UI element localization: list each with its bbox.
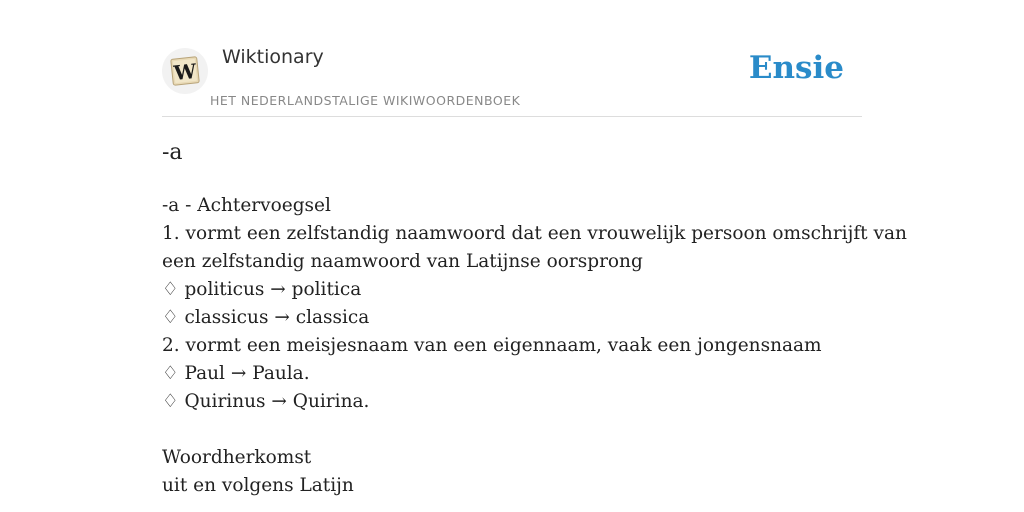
site-header xyxy=(162,40,862,117)
ensie-brand-link[interactable]: Ensie xyxy=(748,50,844,86)
part-of-speech-line: -a - Achtervoegsel xyxy=(162,195,331,216)
example-item: ♢ classicus → classica xyxy=(162,307,370,328)
wiktionary-logo-icon[interactable] xyxy=(162,48,208,94)
example-item: ♢ politicus → politica xyxy=(162,279,362,300)
etymology-heading: Woordherkomst xyxy=(162,447,312,468)
definition-2-line1: 2. vormt een meisjesnaam van een eigennaam, vaak een jongensnaam xyxy=(162,335,822,356)
site-name[interactable]: Wiktionary xyxy=(222,46,324,68)
definition-1-line2: een zelfstandig naamwoord van Latijnse oorsprong xyxy=(162,251,643,272)
entry-body xyxy=(162,192,907,500)
svg-text:W: W xyxy=(172,58,198,86)
entry-title: -a xyxy=(162,140,183,165)
definition-1-line1: 1. vormt een zelfstandig naamwoord dat een vrouwelijk persoon omschrijft van xyxy=(162,223,907,244)
spacer xyxy=(162,416,862,444)
etymology-text: uit en volgens Latijn xyxy=(162,475,354,496)
example-item: ♢ Quirinus → Quirina. xyxy=(162,391,370,412)
site-subtitle: HET NEDERLANDSTALIGE WIKIWOORDENBOEK xyxy=(210,93,521,108)
example-item: ♢ Paul → Paula. xyxy=(162,363,310,384)
